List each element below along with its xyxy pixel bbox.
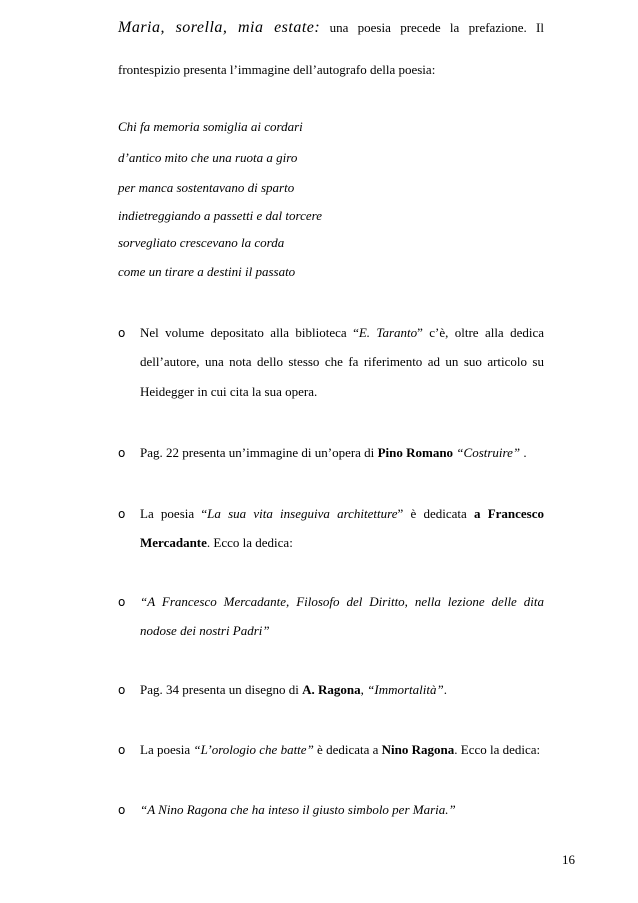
item-3-text-f: . Ecco la dedica: [206,535,293,550]
item-1-text-a: Nel volume depositato alla biblioteca “ [140,325,359,340]
bullet-3: o [118,507,126,521]
item-1-text-c: ” c’è, oltre alla dedica [417,325,544,340]
item-4-line-1: “A Francesco Mercadante, Filosofo del Diritto, nella lezione delle dita [140,594,544,609]
item-3-line-1 [140,506,544,522]
item-1-library-name: E. Taranto [358,325,418,340]
page-number: 16 [562,852,575,867]
item-6-text-a: La poesia [140,742,194,757]
item-1-line-2: dell’autore, una nota dello stesso che fa riferimento ad un suo articolo su [140,354,544,369]
item-2-line-1 [140,445,544,461]
item-3-dedicatee-a: a Francesco [473,506,545,521]
item-3-line-2 [140,535,544,551]
bullet-6: o [118,743,126,757]
bullet-2: o [118,446,126,460]
item-5-line-1 [140,682,544,698]
item-5-text-c: , [360,682,368,697]
item-4-line-2: nodose dei nostri Padri” [140,623,270,638]
bullet-4: o [118,595,126,609]
item-1-line-1 [140,325,544,341]
item-3-dedicatee-b: Mercadante [140,535,207,550]
item-3-text-a: La poesia “ [140,506,208,521]
item-6-text-e: . Ecco la dedica: [454,742,541,757]
item-6-text-c: è dedicata a [313,742,382,757]
item-7-line-1: “A Nino Ragona che ha inteso il giusto simbolo per Maria.” [140,802,456,817]
intro-line-1-rest: una poesia precede la prefazione. Il [329,20,544,35]
poem-line-5: sorvegliato crescevano la corda [118,235,285,250]
item-1-line-3: Heidegger in cui cita la sua opera. [140,384,318,399]
item-2-text-a: Pag. 22 presenta un’immagine di un’opera di [140,445,378,460]
item-5-text-e: . [443,682,447,697]
intro-line-1 [118,20,544,36]
poem-line-2: d’antico mito che una ruota a giro [118,150,298,165]
item-3-text-c: ” è dedicata [397,506,474,521]
bullet-1: o [118,326,126,340]
item-6-dedicatee: Nino Ragona [381,742,455,757]
item-6-line-1 [140,742,544,758]
poem-line-4: indietreggiando a passetti e dal torcere [118,208,322,223]
item-5-text-a: Pag. 34 presenta un disegno di [140,682,303,697]
item-6-poem-title: “L’orologio che batte” [193,742,314,757]
intro-title: Maria, sorella, mia estate: [118,19,321,36]
item-5-work: “Immortalità” [367,682,444,697]
intro-line-2: frontespizio presenta l’immagine dell’autografo della poesia: [118,62,436,77]
poem-line-3: per manca sostentavano di sparto [118,180,295,195]
poem-line-6: come un tirare a destini il passato [118,264,296,279]
item-2-text-d: . [520,445,527,460]
item-5-artist: A. Ragona [302,682,361,697]
poem-line-1: Chi fa memoria somiglia ai cordari [118,119,303,134]
item-2-artist: Pino Romano [377,445,454,460]
item-3-poem-title: La sua vita inseguiva architetture [207,506,398,521]
bullet-7: o [118,803,126,817]
bullet-5: o [118,683,126,697]
item-2-work: “Costruire” [453,445,521,460]
